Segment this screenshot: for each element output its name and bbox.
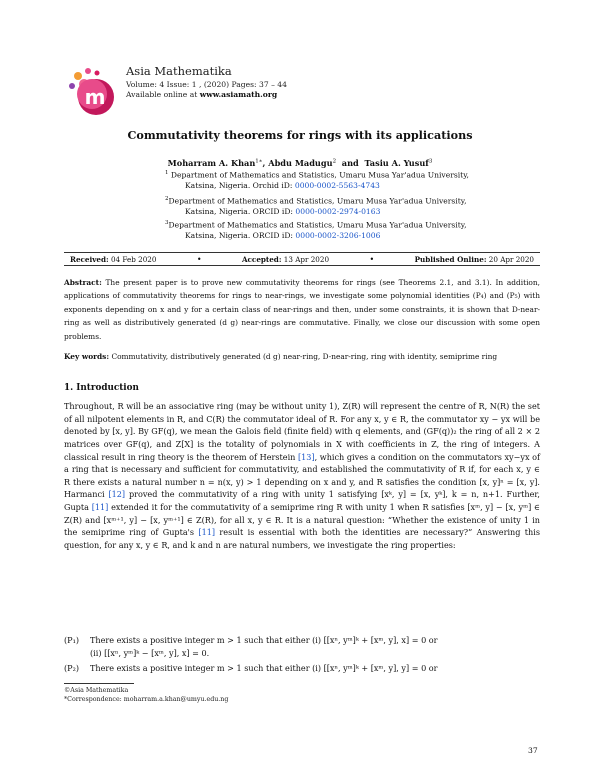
online-prefix: Available online at [126, 89, 200, 99]
accepted-date: Accepted: 13 Apr 2020 [241, 254, 330, 264]
author-1: Moharram A. Khan [167, 158, 256, 168]
citation-link[interactable]: [11] [91, 502, 109, 512]
condition-p2: (P₂) There exists a positive integer m > 1 such that either (i) [[xⁿ, yᵐ]ᵏ + [xᵐ, y], y] = 0 or [64, 663, 438, 673]
condition-p1: (P₁) There exists a positive integer m > 1 such that either (i) [[xⁿ, yᵐ]ᵏ + [xᵐ, y], x] = 0 or (ii) [[xⁿ, yᵐ]ᵏ − [xᵐ, y], x] = 0. [64, 635, 438, 658]
abstract-label: Abstract: [64, 278, 102, 287]
author-3-mark: 3 [428, 158, 433, 165]
affiliation-3: $^3$Department of Mathematics and Statistics, Umaru Musa Yar'adua University, Katsina, Nigeria. ORCID iD: 0000-0002-3206-1006 [165, 220, 467, 241]
orcid-link-1[interactable]: 0000-0002-5563-4743 [294, 181, 380, 191]
journal-header [126, 64, 287, 100]
logo-letter: m [84, 85, 106, 109]
journal-meta: Volume: 4 Issue: 1 , (2020) Pages: 37 – 44 [126, 79, 287, 89]
citation-link[interactable]: [13] [297, 451, 315, 462]
journal-name: Asia Mathematika [126, 64, 232, 78]
journal-online [126, 90, 287, 100]
orcid-link-3[interactable]: 0000-0002-3206-1006 [295, 231, 381, 241]
abstract-text: The present paper is to prove new commutativity theorems for rings (see Theorems 2.1, and 3.1). In addition, applications of commutativity theorems for rings to near-rings, we investigate some polynomial identities (P₄) and (P₅) with exponents depending on x and y for a certain class of near-rings and then, under some constraints, it is shown that D-near-ring as well as distributively generated (d g) near-rings are commutative. Finally, we close our discussion with some open problems. [64, 278, 540, 341]
keywords [64, 351, 540, 363]
citation-link[interactable]: [12] [108, 489, 126, 500]
affiliation-1: $^1$ Department of Mathematics and Statistics, Umaru Musa Yar'adua University, Katsina, Nigeria. Orchid iD: 0000-0002-5563-4743 [165, 170, 469, 191]
published-date: Published Online: 20 Apr 2020 [414, 254, 534, 264]
journal-logo [64, 64, 120, 120]
separator-bullet: • [369, 254, 375, 264]
keywords-label: Key words: [64, 352, 110, 361]
affiliation-2: $^2$Department of Mathematics and Statistics, Umaru Musa Yar'adua University, Katsina, Nigeria. ORCID iD: 0000-0002-2974-0163 [165, 196, 467, 217]
separator-bullet: • [196, 254, 202, 264]
journal-website-link[interactable]: www.asiamath.org [199, 89, 278, 99]
dates-bar [64, 252, 540, 266]
citation-link[interactable]: [11] [198, 527, 216, 538]
section-heading: 1. Introduction [64, 383, 139, 393]
abstract [64, 276, 540, 343]
author-and: and [341, 158, 359, 168]
author-3: Tasiu A. Yusuf [364, 158, 429, 168]
author-2-mark: 2 [332, 158, 337, 165]
paper-title: Commutativity theorems for rings with its applications [127, 128, 473, 142]
author-list: Moharram A. Khan$^{1∗}$, Abdu Madugu$^2$ and Tasiu A. Yusuf$^3$ [167, 158, 433, 168]
received-date: Received: 04 Feb 2020 [70, 254, 157, 264]
author-2: Abdu Madugu [268, 158, 333, 168]
keywords-text: Commutativity, distributively generated (d g) near-ring, D-near-ring, ring with identity, semiprime ring [111, 352, 498, 361]
orcid-link-2[interactable]: 0000-0002-2974-0163 [295, 207, 381, 217]
page-number: 37 [528, 746, 538, 755]
introduction-text: Throughout, R will be an associative ring (may be without unity 1), Z(R) will represent the centre of R, N(R) the set of all nilpotent elements in R, and C(R) the commutator ideal of R. For any x, y ∈ R, the commutator xy − yx will be denoted by [x, y]. By GF(q), we mean the Galois field (finite field) with q elements, and (GF(q))₂ the ring of all 2 × 2 matrices over GF(q), and Z[X] is the totality of polynomials in X with coefficients in Z, the ring of integers. A classical result in ring theory is the theorem of Herstein [13], which gives a condition on the commutators xy−yx of a ring that is necessary and sufficient for commutativity, and established the commutativity of R if, for each x, y ∈ R there exists a natural number n = n(x, y) > 1 depending on x and y, and R satisfies the condition [x, y]ⁿ = [x, y]. Harmanci [12] proved the commutativity of a ring with unity 1 satisfying [xᵏ, y] = [x, yᵏ], k = n, n+1. Further, Gupta [11] extended it for the commutativity of a semiprime ring R with unity 1 when R satisfies [xᵐ, y] − [x, yᵐ] ∈ Z(R) and [xᵐ⁺¹, y] − [x, yᵐ⁺¹] ∈ Z(R), for all x, y ∈ R. It is a natural question: “Whether the existence of unity 1 in the semiprime ring of Gupta's [11] result is essential with both the identities are necessary?” Answering this question, for any x, y ∈ R, and k and n are natural numbers, we investigate the ring properties: [64, 401, 541, 550]
footnote-rule [64, 683, 134, 684]
condition-label: (P₂) [64, 663, 80, 673]
author-1-mark: 1∗ [255, 158, 263, 165]
condition-label: (P₁) [64, 635, 80, 645]
copyright-note: ©Asia Mathematika [64, 687, 129, 694]
correspondence-note: *Correspondence: moharram.a.khan@umyu.edu.ng [64, 696, 229, 704]
footnotes [64, 686, 228, 704]
